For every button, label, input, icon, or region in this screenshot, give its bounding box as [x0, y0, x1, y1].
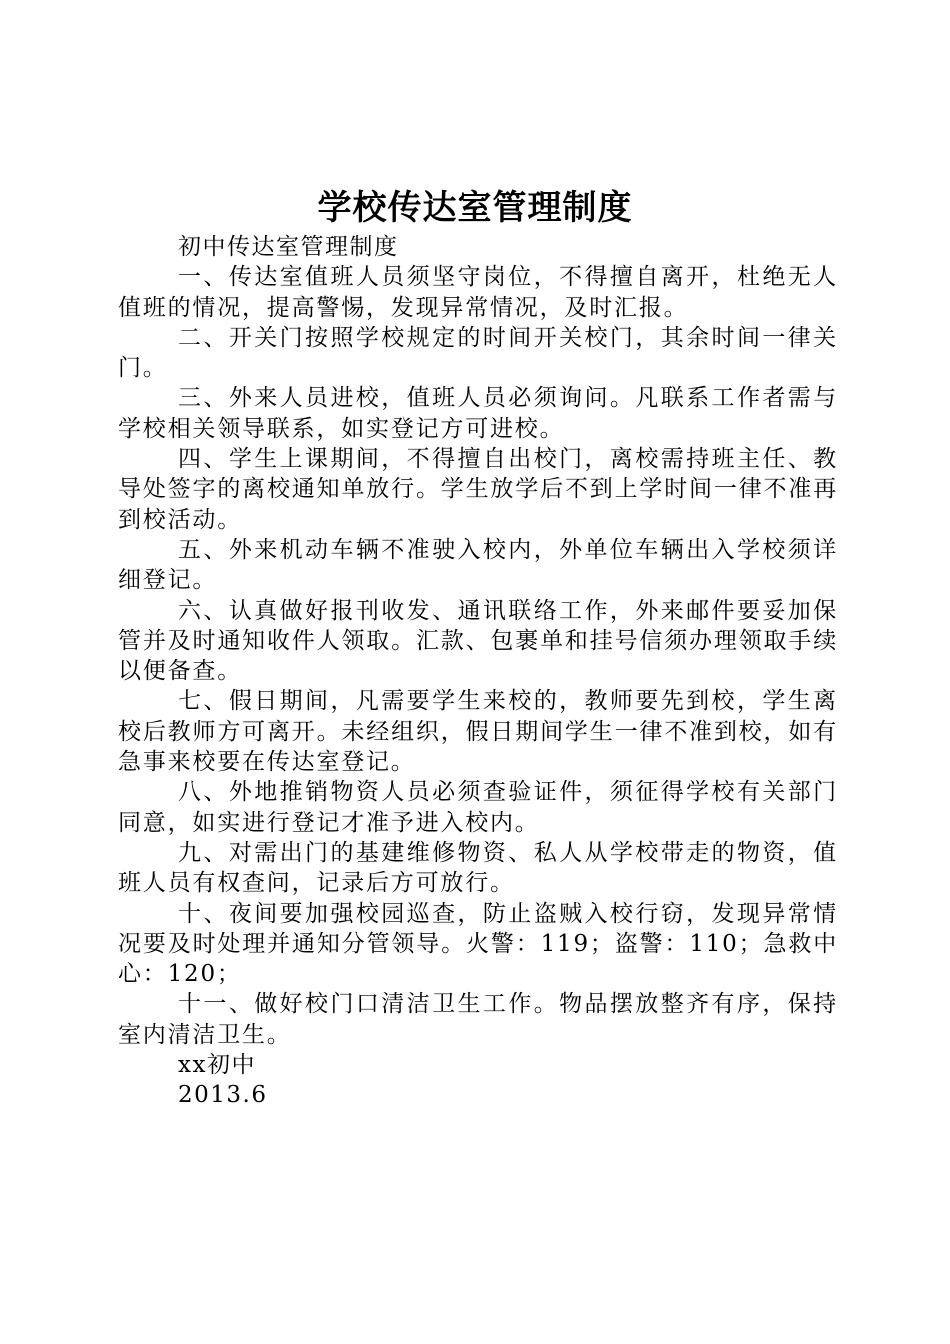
- rule-paragraph-10: 十、夜间要加强校园巡查，防止盗贼入校行窃，发现异常情况要及时处理并通知分管领导。火警：119；盗警：110；急救中心：120；: [118, 900, 838, 988]
- rule-paragraph-3: 三、外来人员进校，值班人员必须询问。凡联系工作者需与学校相关领导联系，如实登记方可进校。: [118, 385, 838, 442]
- rule-paragraph-5: 五、外来机动车辆不准驶入校内，外单位车辆出入学校须详细登记。: [118, 536, 838, 594]
- signature: xx初中: [178, 1052, 256, 1079]
- document-subtitle: 初中传达室管理制度: [178, 234, 399, 260]
- rule-paragraph-2: 二、开关门按照学校规定的时间开关校门，其余时间一律关门。: [118, 324, 838, 382]
- document-body: [118, 232, 838, 1111]
- rule-paragraph-8: 八、外地推销物资人员必须查验证件，须征得学校有关部门同意，如实进行登记才准予进入校内。: [118, 779, 838, 836]
- rule-paragraph-1: 一、传达室值班人员须坚守岗位，不得擅自离开，杜绝无人值班的情况，提高警惕，发现异常情况，及时汇报。: [118, 264, 838, 321]
- rule-paragraph-7: 七、假日期间，凡需要学生来校的，教师要先到校，学生离校后教师方可离开。未经组织，假日期间学生一律不准到校，如有急事来校要在传达室登记。: [118, 688, 838, 776]
- rule-paragraph-6: 六、认真做好报刊收发、通讯联络工作，外来邮件要妥加保管并及时通知收件人领取。汇款、包裹单和挂号信须办理领取手续以便备查。: [118, 597, 838, 685]
- rule-paragraph-11: 十一、做好校门口清洁卫生工作。物品摆放整齐有序，保持室内清洁卫生。: [118, 991, 838, 1048]
- document-date: 2013.6: [178, 1082, 268, 1109]
- document-title: 学校传达室管理制度: [317, 188, 633, 228]
- rule-paragraph-9: 九、对需出门的基建维修物资、私人从学校带走的物资，值班人员有权查问，记录后方可放行。: [118, 839, 838, 897]
- rule-paragraph-4: 四、学生上课期间，不得擅自出校门，离校需持班主任、教导处签字的离校通知单放行。学生放学后不到上学时间一律不准再到校活动。: [118, 446, 838, 533]
